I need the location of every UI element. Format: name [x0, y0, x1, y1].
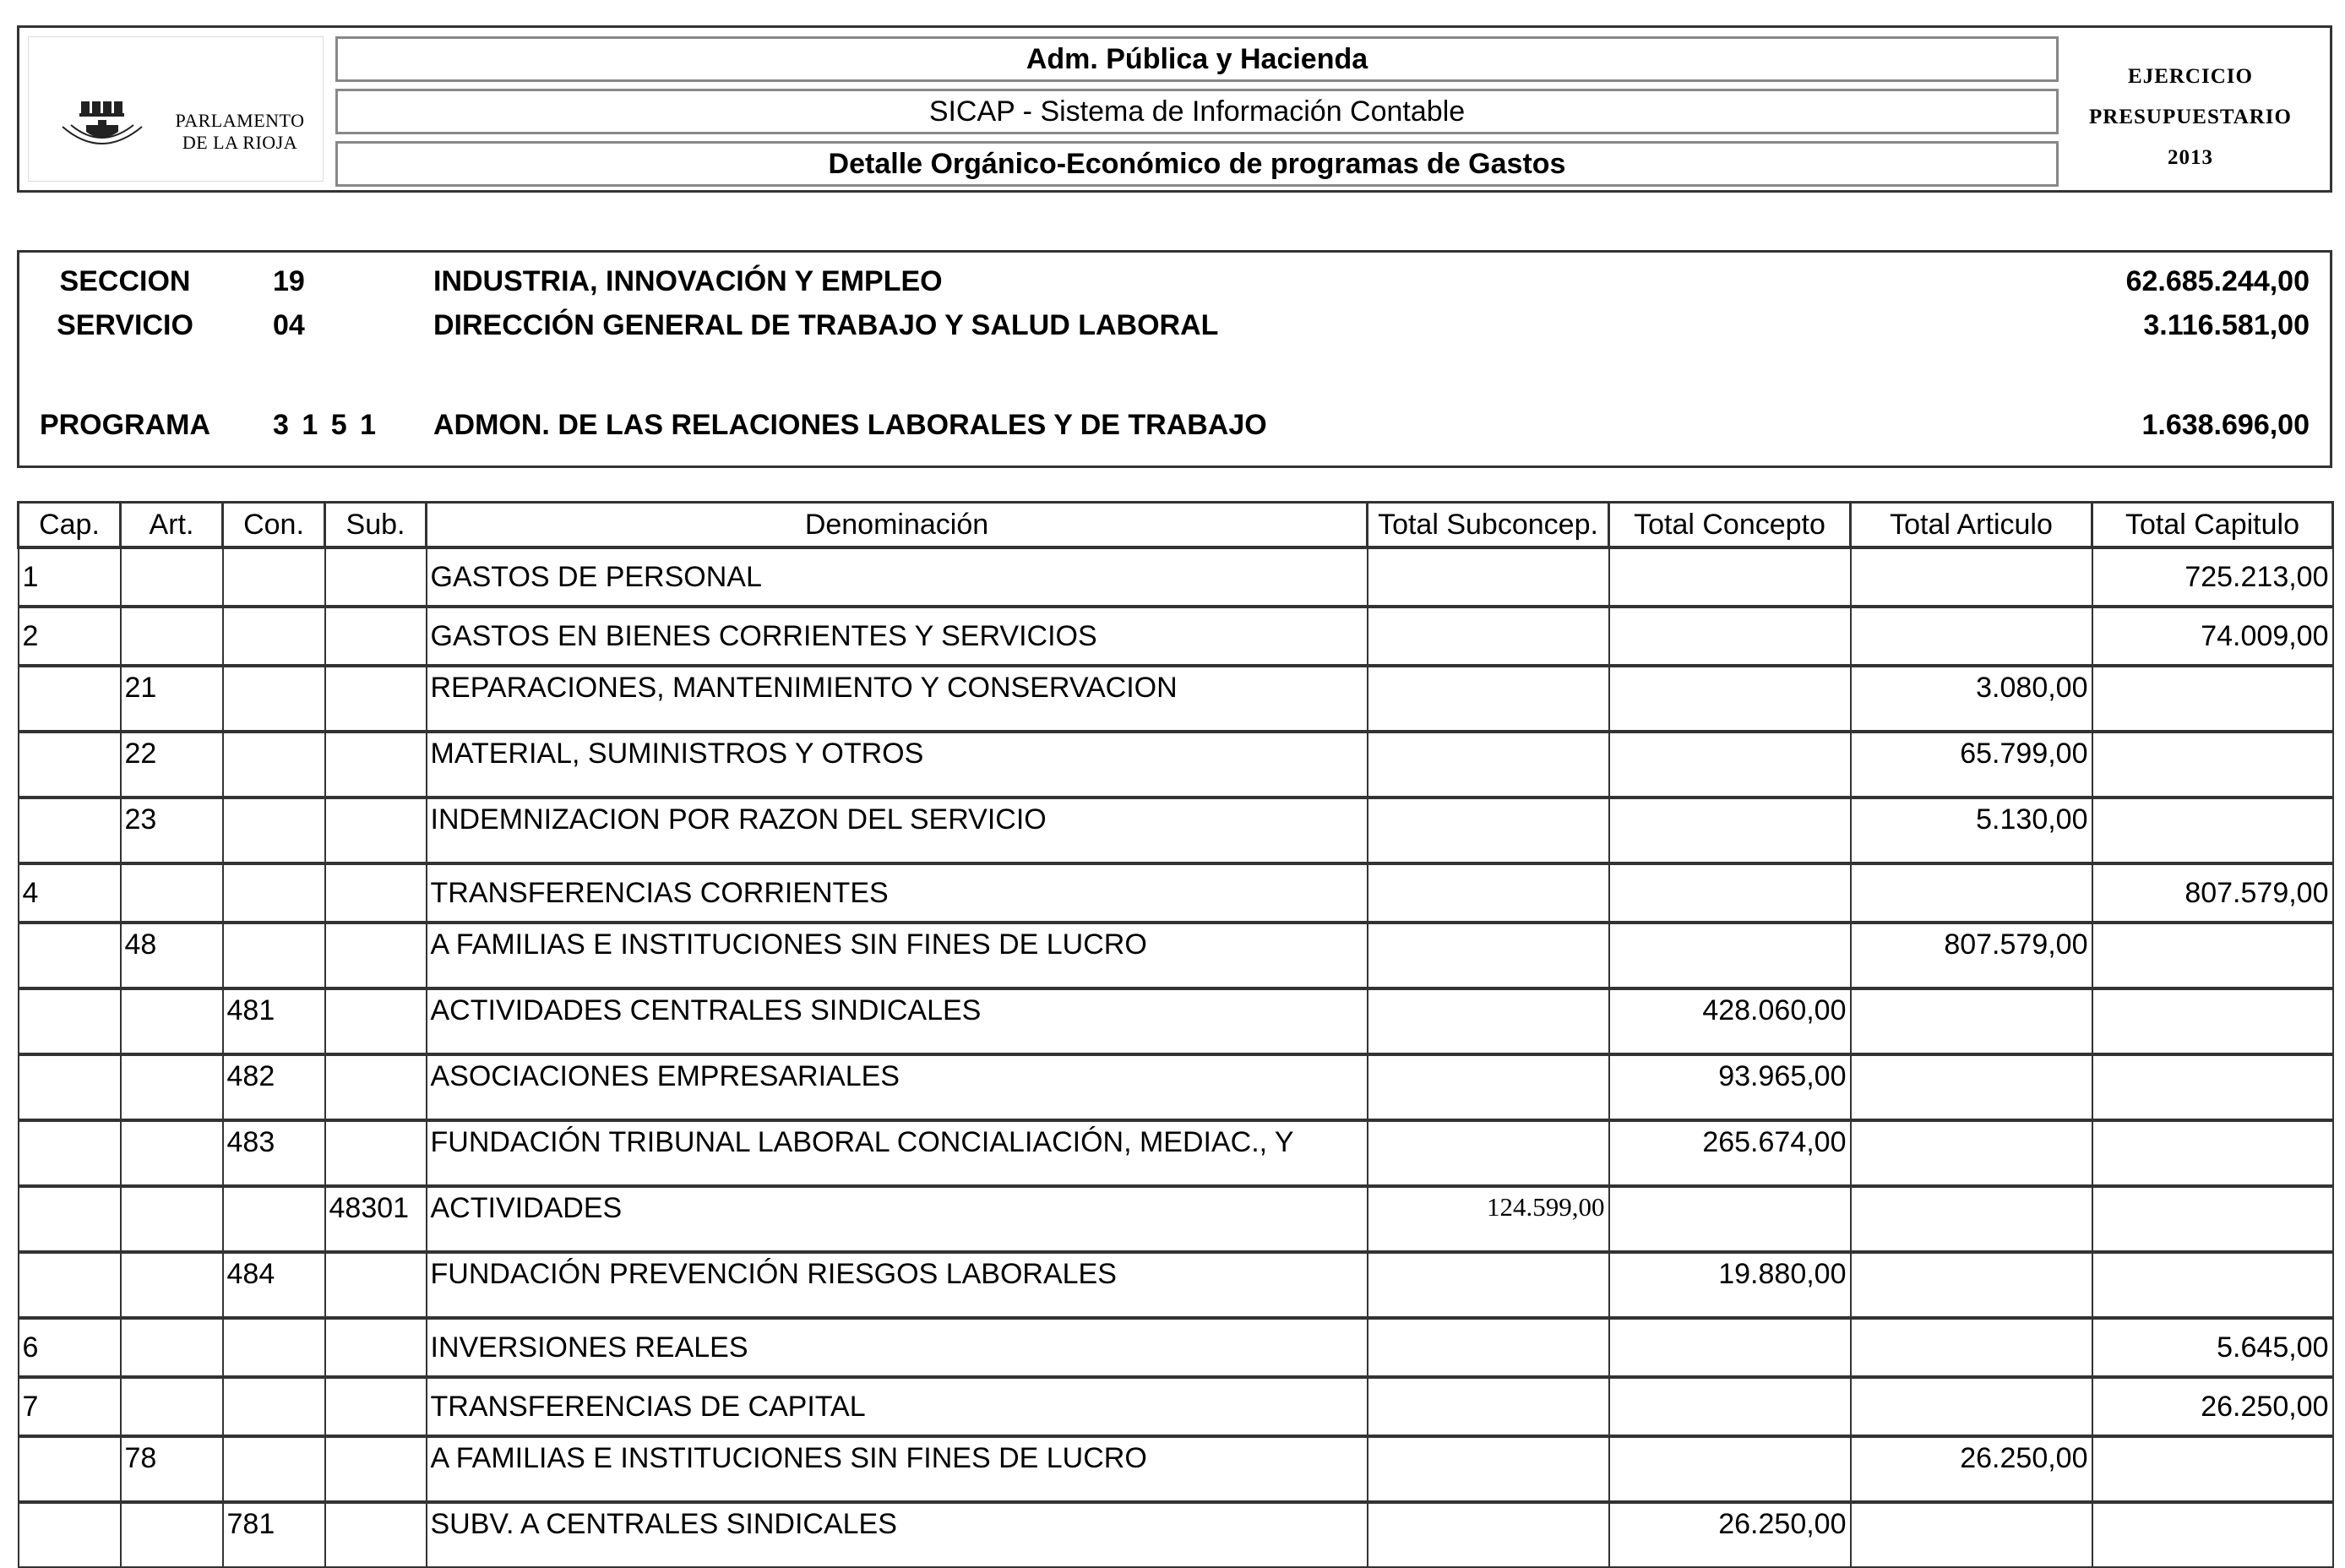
table-row: [19, 607, 2333, 666]
cell-sub: [325, 666, 427, 732]
cell-total-capitulo: 725.213,00: [2092, 547, 2333, 607]
cell-total-subconcepto: [1368, 863, 1609, 923]
table-row: [19, 1318, 2333, 1377]
cell-total-concepto: 428.060,00: [1609, 988, 1851, 1054]
cell-total-concepto: [1609, 607, 1851, 666]
column-header-con: Con.: [223, 503, 325, 548]
org-name-line2: DE LA RIOJA: [182, 132, 298, 153]
seccion-amount: 62.685.244,00: [2125, 265, 2310, 297]
table-row: [19, 988, 2333, 1054]
cell-sub: [325, 1318, 427, 1377]
cell-cap: 1: [19, 547, 121, 607]
cell-total-subconcepto: [1368, 1318, 1609, 1377]
cell-denominacion: FUNDACIÓN PREVENCIÓN RIESGOS LABORALES: [427, 1252, 1368, 1318]
table-row: [19, 1186, 2333, 1252]
cell-total-subconcepto: 124.599,00: [1368, 1186, 1609, 1252]
cell-art: [121, 1252, 223, 1318]
cell-con: [223, 666, 325, 732]
cell-denominacion: ASOCIACIONES EMPRESARIALES: [427, 1054, 1368, 1120]
cell-art: 23: [121, 798, 223, 863]
cell-art: [121, 863, 223, 923]
cell-total-capitulo: 26.250,00: [2092, 1377, 2333, 1436]
cell-art: [121, 1502, 223, 1567]
cell-denominacion: A FAMILIAS E INSTITUCIONES SIN FINES DE LUCRO: [427, 1436, 1368, 1502]
cell-total-concepto: [1609, 798, 1851, 863]
column-header-art: Art.: [121, 503, 223, 548]
cell-cap: [19, 923, 121, 988]
cell-total-concepto: [1609, 1318, 1851, 1377]
cell-cap: 4: [19, 863, 121, 923]
seccion-label: SECCION: [59, 265, 191, 297]
cell-total-capitulo: [2092, 923, 2333, 988]
table-row: [19, 1054, 2333, 1120]
cell-cap: 2: [19, 607, 121, 666]
cell-total-capitulo: [2092, 798, 2333, 863]
cell-total-subconcepto: [1368, 1054, 1609, 1120]
cell-total-subconcepto: [1368, 1252, 1609, 1318]
cell-total-subconcepto: [1368, 988, 1609, 1054]
table-body: [19, 547, 2333, 1567]
table-row: [19, 798, 2333, 863]
cell-denominacion: MATERIAL, SUMINISTROS Y OTROS: [427, 732, 1368, 798]
cell-total-subconcepto: [1368, 923, 1609, 988]
cell-denominacion: SUBV. A CENTRALES SINDICALES: [427, 1502, 1368, 1567]
parliament-emblem-icon: [54, 95, 155, 162]
cell-total-concepto: 26.250,00: [1609, 1502, 1851, 1567]
cell-total-articulo: [1851, 1054, 2092, 1120]
cell-sub: [325, 1377, 427, 1436]
cell-total-articulo: 5.130,00: [1851, 798, 2092, 863]
programa-name: ADMON. DE LAS RELACIONES LABORALES Y DE TRABAJO: [433, 409, 1267, 441]
cell-total-articulo: [1851, 988, 2092, 1054]
cell-total-subconcepto: [1368, 547, 1609, 607]
cell-sub: [325, 547, 427, 607]
cell-con: [223, 798, 325, 863]
cell-cap: 6: [19, 1318, 121, 1377]
header-title-department: Adm. Pública y Hacienda: [335, 36, 2059, 82]
cell-art: 22: [121, 732, 223, 798]
table-row: [19, 732, 2333, 798]
fiscal-year-block: [2081, 57, 2300, 178]
servicio-amount: 3.116.581,00: [2143, 309, 2310, 341]
cell-cap: [19, 798, 121, 863]
cell-total-concepto: [1609, 863, 1851, 923]
cell-total-articulo: [1851, 1252, 2092, 1318]
table-row: [19, 1436, 2333, 1502]
table-row: [19, 1120, 2333, 1186]
cell-art: [121, 988, 223, 1054]
cell-sub: 48301: [325, 1186, 427, 1252]
cell-total-capitulo: [2092, 1436, 2333, 1502]
table-row: [19, 923, 2333, 988]
cell-total-subconcepto: [1368, 732, 1609, 798]
cell-cap: [19, 732, 121, 798]
document-header: [17, 25, 2332, 193]
servicio-label: SERVICIO: [57, 309, 193, 341]
cell-denominacion: GASTOS DE PERSONAL: [427, 547, 1368, 607]
cell-total-capitulo: [2092, 988, 2333, 1054]
cell-art: [121, 547, 223, 607]
cell-total-subconcepto: [1368, 1120, 1609, 1186]
cell-denominacion: TRANSFERENCIAS DE CAPITAL: [427, 1377, 1368, 1436]
header-title-system: SICAP - Sistema de Información Contable: [335, 89, 2059, 134]
cell-con: [223, 607, 325, 666]
cell-total-capitulo: [2092, 732, 2333, 798]
cell-art: [121, 1120, 223, 1186]
cell-sub: [325, 1120, 427, 1186]
header-title-report: Detalle Orgánico-Económico de programas de Gastos: [335, 141, 2059, 187]
cell-art: [121, 1054, 223, 1120]
cell-con: [223, 1436, 325, 1502]
section-summary: [17, 250, 2332, 468]
programa-amount: 1.638.696,00: [2141, 409, 2310, 441]
cell-con: 481: [223, 988, 325, 1054]
column-header-total-concepto: Total Concepto: [1609, 503, 1851, 548]
cell-sub: [325, 988, 427, 1054]
column-header-cap: Cap.: [19, 503, 121, 548]
cell-sub: [325, 798, 427, 863]
servicio-name: DIRECCIÓN GENERAL DE TRABAJO Y SALUD LABORAL: [433, 309, 1219, 341]
cell-con: [223, 732, 325, 798]
cell-con: 781: [223, 1502, 325, 1567]
cell-cap: [19, 1120, 121, 1186]
cell-total-concepto: [1609, 1377, 1851, 1436]
cell-denominacion: ACTIVIDADES CENTRALES SINDICALES: [427, 988, 1368, 1054]
column-header-denominacion: Denominación: [427, 503, 1368, 548]
cell-total-concepto: [1609, 547, 1851, 607]
column-header-total-subconcepto: Total Subconcep.: [1368, 503, 1609, 548]
cell-total-articulo: [1851, 607, 2092, 666]
cell-total-articulo: [1851, 863, 2092, 923]
cell-total-concepto: [1609, 732, 1851, 798]
cell-total-subconcepto: [1368, 1502, 1609, 1567]
cell-con: 484: [223, 1252, 325, 1318]
cell-total-capitulo: [2092, 1120, 2333, 1186]
cell-sub: [325, 1252, 427, 1318]
column-header-total-articulo: Total Articulo: [1851, 503, 2092, 548]
cell-art: [121, 1377, 223, 1436]
cell-total-capitulo: [2092, 1054, 2333, 1120]
table-row: [19, 863, 2333, 923]
cell-total-concepto: [1609, 1186, 1851, 1252]
cell-total-articulo: [1851, 1502, 2092, 1567]
cell-total-articulo: 3.080,00: [1851, 666, 2092, 732]
cell-denominacion: REPARACIONES, MANTENIMIENTO Y CONSERVACION: [427, 666, 1368, 732]
cell-cap: [19, 1436, 121, 1502]
cell-sub: [325, 923, 427, 988]
cell-sub: [325, 1436, 427, 1502]
cell-total-capitulo: 74.009,00: [2092, 607, 2333, 666]
fiscal-year-label2: PRESUPUESTARIO: [2089, 106, 2292, 128]
seccion-row: [19, 263, 2330, 300]
cell-total-subconcepto: [1368, 1436, 1609, 1502]
cell-total-subconcepto: [1368, 607, 1609, 666]
cell-total-capitulo: [2092, 1252, 2333, 1318]
cell-total-articulo: [1851, 1318, 2092, 1377]
cell-total-concepto: [1609, 666, 1851, 732]
fiscal-year-value: 2013: [2168, 146, 2213, 169]
cell-con: 482: [223, 1054, 325, 1120]
column-header-total-capitulo: Total Capitulo: [2092, 503, 2333, 548]
cell-total-capitulo: [2092, 1502, 2333, 1567]
cell-total-articulo: 807.579,00: [1851, 923, 2092, 988]
cell-total-capitulo: [2092, 666, 2333, 732]
cell-cap: [19, 1252, 121, 1318]
cell-con: [223, 863, 325, 923]
cell-total-concepto: 265.674,00: [1609, 1120, 1851, 1186]
table-row: [19, 666, 2333, 732]
cell-art: [121, 1186, 223, 1252]
cell-total-capitulo: 807.579,00: [2092, 863, 2333, 923]
cell-total-articulo: [1851, 1377, 2092, 1436]
cell-denominacion: INDEMNIZACION POR RAZON DEL SERVICIO: [427, 798, 1368, 863]
cell-total-capitulo: 5.645,00: [2092, 1318, 2333, 1377]
cell-art: 48: [121, 923, 223, 988]
parliament-logo: [28, 36, 324, 182]
cell-sub: [325, 607, 427, 666]
cell-denominacion: FUNDACIÓN TRIBUNAL LABORAL CONCIALIACIÓN, MEDIAC., Y: [427, 1120, 1368, 1186]
cell-denominacion: TRANSFERENCIAS CORRIENTES: [427, 863, 1368, 923]
cell-con: 483: [223, 1120, 325, 1186]
cell-sub: [325, 863, 427, 923]
programa-code: 3 1 5 1: [273, 409, 376, 441]
cell-total-subconcepto: [1368, 798, 1609, 863]
cell-total-subconcepto: [1368, 1377, 1609, 1436]
column-header-sub: Sub.: [325, 503, 427, 548]
cell-total-articulo: 65.799,00: [1851, 732, 2092, 798]
seccion-code: 19: [273, 265, 305, 297]
cell-cap: [19, 1502, 121, 1567]
cell-denominacion: ACTIVIDADES: [427, 1186, 1368, 1252]
programa-row: [19, 406, 2330, 444]
cell-denominacion: A FAMILIAS E INSTITUCIONES SIN FINES DE LUCRO: [427, 923, 1368, 988]
table-header-row: [19, 503, 2333, 548]
cell-cap: [19, 666, 121, 732]
cell-art: [121, 607, 223, 666]
fiscal-year-label1: EJERCICIO: [2128, 65, 2253, 88]
org-name-line1: PARLAMENTO: [175, 110, 305, 131]
cell-con: [223, 1186, 325, 1252]
cell-sub: [325, 732, 427, 798]
cell-art: 78: [121, 1436, 223, 1502]
cell-cap: 7: [19, 1377, 121, 1436]
seccion-name: INDUSTRIA, INNOVACIÓN Y EMPLEO: [433, 265, 943, 297]
cell-total-concepto: 19.880,00: [1609, 1252, 1851, 1318]
cell-total-capitulo: [2092, 1186, 2333, 1252]
cell-con: [223, 923, 325, 988]
cell-sub: [325, 1502, 427, 1567]
cell-art: [121, 1318, 223, 1377]
cell-total-articulo: [1851, 547, 2092, 607]
programa-label: PROGRAMA: [39, 409, 211, 441]
cell-sub: [325, 1054, 427, 1120]
cell-total-articulo: [1851, 1120, 2092, 1186]
cell-total-articulo: 26.250,00: [1851, 1436, 2092, 1502]
table-row: [19, 547, 2333, 607]
cell-con: [223, 547, 325, 607]
table-row: [19, 1377, 2333, 1436]
cell-cap: [19, 1186, 121, 1252]
budget-table: [17, 501, 2334, 1568]
table-row: [19, 1502, 2333, 1567]
cell-denominacion: GASTOS EN BIENES CORRIENTES Y SERVICIOS: [427, 607, 1368, 666]
cell-total-concepto: [1609, 923, 1851, 988]
cell-total-concepto: 93.965,00: [1609, 1054, 1851, 1120]
cell-con: [223, 1318, 325, 1377]
cell-con: [223, 1377, 325, 1436]
servicio-row: [19, 307, 2330, 344]
servicio-code: 04: [273, 309, 305, 341]
table-row: [19, 1252, 2333, 1318]
cell-cap: [19, 988, 121, 1054]
cell-cap: [19, 1054, 121, 1120]
cell-total-articulo: [1851, 1186, 2092, 1252]
cell-denominacion: INVERSIONES REALES: [427, 1318, 1368, 1377]
cell-total-subconcepto: [1368, 666, 1609, 732]
cell-total-concepto: [1609, 1436, 1851, 1502]
cell-art: 21: [121, 666, 223, 732]
